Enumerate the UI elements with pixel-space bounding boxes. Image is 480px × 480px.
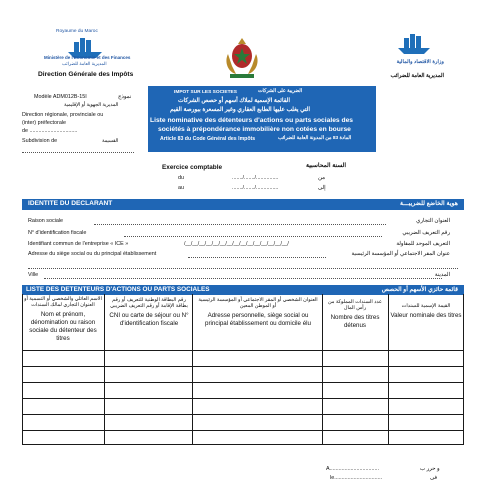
col-header-address bbox=[196, 298, 320, 328]
regional-label-ar: المديرية الجهوية أو الإقليمية bbox=[64, 103, 119, 108]
ville-label-ar: المدينة bbox=[434, 272, 450, 278]
col-header-name-ar: الاسم العائلي والشخصي أو التسمية أو العنوان التجاري لمالك السندات bbox=[24, 296, 102, 308]
title-line-3-ar: التي يغلب عليها الطابع العقاري وغير المسعرة ببورصة القيم bbox=[170, 107, 311, 113]
adresse-field[interactable] bbox=[188, 257, 326, 258]
col-header-value-fr: Valeur nominale des titres bbox=[390, 311, 462, 319]
table-row[interactable] bbox=[22, 398, 464, 399]
title-box bbox=[148, 86, 376, 152]
title-line-6-ar: المادة 83 من المدونة العامة للضرائب bbox=[278, 136, 352, 141]
regional-label-fr-3: de ................................ bbox=[22, 128, 78, 134]
title-line-4-fr: Liste nominative des détenteurs d'actions ou parts sociales des bbox=[150, 117, 354, 124]
raison-sociale-label-ar: العنوان التجاري bbox=[416, 218, 450, 224]
title-line-2-ar: القائمة الإسمية لملاك أسهم أو حصص الشركات bbox=[178, 98, 290, 104]
table-row[interactable] bbox=[22, 444, 464, 445]
ice-label: Identifiant commun de l'entreprise « ICE » bbox=[28, 241, 129, 247]
col-header-id-fr: CNI ou carte de séjour ou N° d'identification fiscale bbox=[109, 311, 189, 327]
left-logo-caption-mid: Ministère de l'Economie et des Finances bbox=[44, 55, 131, 60]
exercise-du-label: du bbox=[178, 175, 184, 181]
exercise-label-fr: Exercice comptable bbox=[162, 164, 223, 171]
adresse-label-ar: عنوان المقر الاجتماعي أو المؤسسة الرئيسية bbox=[351, 251, 450, 257]
holders-bar-fr: LISTE DES DETENTEURS D'ACTIONS OU PARTS SOCIALES bbox=[26, 286, 210, 293]
col-header-address-ar: العنوان الشخصي أو المقر الاجتماعي أو المؤسسة الرئيسية أو الموطن المعين bbox=[198, 297, 318, 309]
left-dgi-title: Direction Générale des Impôts bbox=[38, 71, 134, 78]
ville-label: Ville bbox=[28, 272, 39, 278]
regional-label-fr-2: (inter) préfectorale bbox=[22, 120, 67, 126]
adresse-field-line-2[interactable] bbox=[28, 268, 458, 269]
table-row[interactable] bbox=[22, 382, 464, 383]
declarant-bar-fr: IDENTITE DU DECLARANT bbox=[28, 200, 113, 207]
raison-sociale-label: Raison sociale bbox=[28, 218, 64, 224]
col-header-id bbox=[108, 298, 190, 328]
right-logo-caption-ar: وزارة الاقتصاد والمالية bbox=[396, 59, 444, 65]
footer-place-field[interactable]: A................................. bbox=[326, 466, 380, 472]
col-header-name bbox=[24, 297, 102, 343]
if-label: N° d'identification fiscale bbox=[28, 230, 87, 236]
col-header-name-fr: Nom et prénom, dénomination ou raison sociale du détenteur des titres bbox=[29, 310, 97, 342]
col-header-count-fr: Nombre des titres détenus bbox=[330, 313, 380, 329]
exercise-au-date[interactable]: ......./......./............... bbox=[232, 185, 279, 191]
ministry-logo-right-icon bbox=[384, 28, 444, 62]
ice-field[interactable]: /__/__/__/__/__/__/__/__/__/__/__/__/__/__/__/ bbox=[184, 241, 289, 247]
subdivision-label-fr: Subdivision de bbox=[22, 138, 58, 144]
exercise-du-date[interactable]: ......./......./............... bbox=[232, 175, 279, 181]
footer-place-label-ar: و حرر ب bbox=[420, 466, 440, 472]
col-header-count bbox=[324, 300, 386, 330]
col-header-id-ar: رقم البطاقة الوطنية للتعريف أو رقم بطاقة الإقامة أو رقم التعريف الضريبي bbox=[110, 297, 188, 309]
left-logo-caption-ar: المديرية العامة للضرائب bbox=[62, 61, 107, 66]
model-code: Modèle ADM012B-15I bbox=[34, 94, 87, 100]
title-line-1-fr: IMPOT SUR LES SOCIETES bbox=[174, 90, 237, 95]
ice-label-ar: التعريف الموحد للمقاولة bbox=[396, 241, 450, 247]
holders-table bbox=[22, 294, 464, 444]
footer-date-label-ar: في bbox=[430, 475, 438, 480]
declarant-bar-ar: هوية الخاضع للضريبـــة bbox=[399, 200, 458, 207]
title-line-6-fr: Article 83 du Code Général des Impôts bbox=[160, 136, 256, 142]
right-dgi-title-ar: المديرية العامة للضرائب bbox=[390, 73, 444, 79]
raison-sociale-field[interactable] bbox=[94, 224, 386, 225]
subdivision-line bbox=[22, 152, 134, 153]
exercise-to-ar: إلى bbox=[318, 185, 326, 191]
table-row[interactable] bbox=[22, 366, 464, 367]
model-label-ar: نموذج bbox=[118, 94, 132, 100]
exercise-label-ar: السنة المحاسبية bbox=[306, 163, 347, 169]
col-header-count-ar: عدد السندات المملوكة من رأس المال bbox=[327, 299, 383, 311]
col-header-address-fr: Adresse personnelle, siège social ou principal établissement ou domicile élu bbox=[205, 311, 311, 327]
footer-date-field[interactable]: le................................ bbox=[330, 475, 383, 480]
table-row[interactable] bbox=[22, 430, 464, 431]
left-logo-caption-top: Royaume du Maroc bbox=[56, 29, 98, 34]
if-label-ar: رقم التعريف الضريبي bbox=[402, 230, 450, 236]
col-header-value bbox=[390, 304, 462, 320]
col-header-value-ar: القيمة الإسمية للسندات bbox=[401, 303, 451, 309]
regional-label-fr-1: Direction régionale, provinciale ou bbox=[22, 112, 104, 118]
exercise-from-ar: من bbox=[318, 175, 325, 181]
exercise-au-label: au bbox=[178, 185, 184, 191]
title-line-1-ar: الضريبة على الشركات bbox=[258, 89, 303, 94]
ville-field[interactable] bbox=[44, 278, 442, 279]
holders-bar-ar: قائمة حائزي الأسهم أو الحصص bbox=[381, 287, 458, 293]
if-field[interactable] bbox=[124, 236, 382, 237]
title-line-5-fr: sociétés à prépondérance immobilière non cotées en bourse bbox=[158, 126, 351, 133]
table-row[interactable] bbox=[22, 414, 464, 415]
royal-emblem-icon bbox=[222, 36, 262, 80]
subdivision-label-ar: القسيمة bbox=[102, 139, 119, 144]
adresse-label: Adresse du siège social ou du principal établissement bbox=[28, 251, 157, 257]
declarant-bar bbox=[22, 199, 464, 210]
